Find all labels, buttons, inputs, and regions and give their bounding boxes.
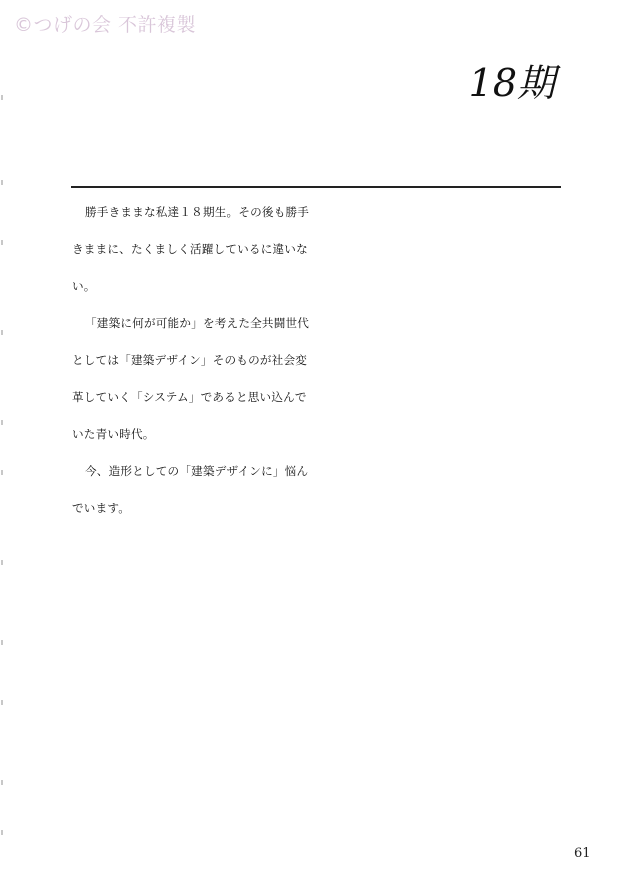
text-line: 「建築に何が可能か」を考えた全共闘世代: [85, 316, 310, 330]
body-text: [72, 206, 312, 539]
text-line: いた青い時代。: [72, 427, 155, 441]
text-line: い。: [72, 279, 96, 293]
copyright-watermark: ©つげの会 不許複製: [14, 14, 197, 36]
title-divider: [71, 186, 561, 188]
text-line: 勝手きままな私達１８期生。その後も勝手: [85, 205, 310, 219]
text-line: きままに、たくましく活躍しているに違いな: [72, 242, 308, 256]
text-line: 今、造形としての「建築デザインに」悩ん: [85, 464, 309, 478]
scan-edge-marks: [0, 0, 6, 880]
text-line: 革していく「システム」であると思い込んで: [72, 390, 307, 404]
chapter-title: 18期: [468, 61, 555, 105]
page-number: 61: [574, 846, 591, 861]
text-line: としては「建築デザイン」そのものが社会変: [72, 353, 308, 367]
text-line: でいます。: [72, 501, 131, 515]
